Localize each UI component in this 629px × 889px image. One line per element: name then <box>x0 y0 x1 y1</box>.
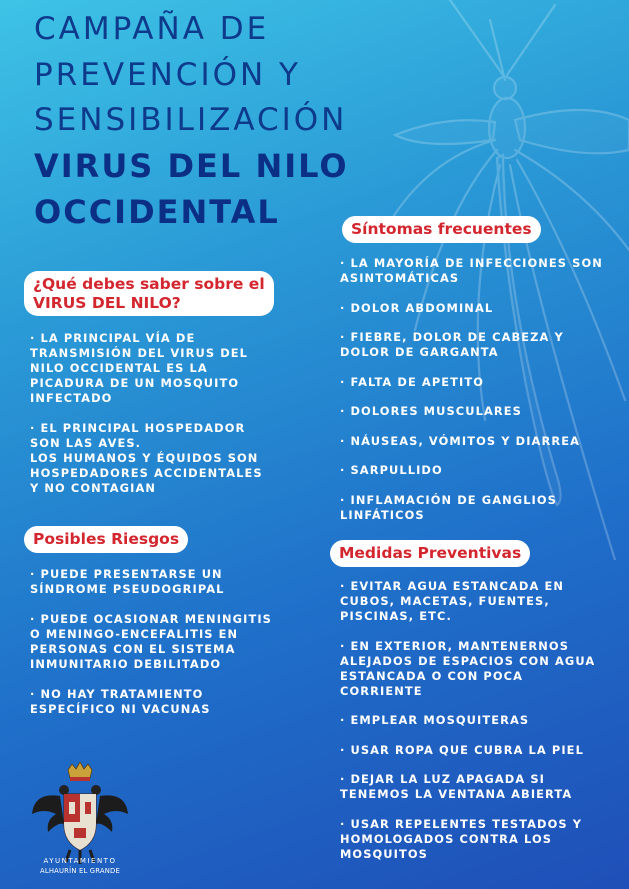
sintomas-item-1: · LA MAYORÍA DE INFECCIONES SON ASINTOMÁTICAS <box>340 256 603 285</box>
organization-label: AYUNTAMIENTO <box>43 857 117 865</box>
sintomas-heading: Síntomas frecuentes <box>342 216 541 243</box>
medidas-item-1: · EVITAR AGUA ESTANCADA EN CUBOS, MACETAS, FUENTES, PISCINAS, ETC. <box>340 579 564 623</box>
title-line-occidental: OCCIDENTAL <box>34 193 280 231</box>
sintomas-item-2: · DOLOR ABDOMINAL <box>340 300 494 315</box>
organization-name: ALHAURÍN EL GRANDE <box>40 867 120 875</box>
title-line-sensibilizacion: SENSIBILIZACIÓN <box>34 102 348 138</box>
sintomas-item-3: · FIEBRE, DOLOR DE CABEZA Y DOLOR DE GARGANTA <box>340 330 564 359</box>
title-line-prevencion: PREVENCIÓN Y <box>34 57 301 93</box>
saber-item-3: LOS HUMANOS Y ÉQUIDOS SON HOSPEDADORES ACCIDENTALES Y NO CONTAGIAN <box>30 451 263 495</box>
medidas-item-3: · EMPLEAR MOSQUITERAS <box>340 713 530 727</box>
saber-heading-line2: VIRUS DEL NILO? <box>33 293 181 312</box>
saber-list <box>30 331 275 511</box>
sintomas-item-7: · SARPULLIDO <box>340 463 443 477</box>
title-line-campana: CAMPAÑA DE <box>34 11 270 47</box>
riesgos-item-1: · PUEDE PRESENTARSE UN SÍNDROME PSEUDOGRIPAL <box>30 567 225 596</box>
medidas-list <box>340 579 600 876</box>
saber-item-1: · LA PRINCIPAL VÍA DE TRANSMISIÓN DEL VIRUS DEL NILO OCCIDENTAL ES LA PICADURA DE UN MOSQUITO INFECTADO <box>30 331 248 405</box>
sintomas-list <box>340 256 615 537</box>
medidas-item-4: · USAR ROPA QUE CUBRA LA PIEL <box>340 742 584 757</box>
riesgos-list <box>30 567 285 732</box>
saber-heading <box>24 271 274 316</box>
coat-of-arms-logo <box>30 762 130 872</box>
medidas-item-6: · USAR REPELENTES TESTADOS Y HOMOLOGADOS CONTRA LOS MOSQUITOS <box>340 816 583 861</box>
riesgos-heading: Posibles Riesgos <box>24 526 188 553</box>
medidas-heading: Medidas Preventivas <box>330 540 530 567</box>
sintomas-item-8: · INFLAMACIÓN DE GANGLIOS LINFÁTICOS <box>340 492 557 522</box>
medidas-item-2: · EN EXTERIOR, MANTENERNOS ALEJADOS DE ESPACIOS CON AGUA ESTANCADA O CON POCA CORRIENTE <box>340 638 596 698</box>
sintomas-item-6: · NÁUSEAS, VÓMITOS Y DIARREA <box>340 433 580 448</box>
title-line-virus: VIRUS DEL NILO <box>34 147 349 185</box>
saber-heading-line1: ¿Qué debes saber sobre el <box>33 275 265 293</box>
saber-item-2: · EL PRINCIPAL HOSPEDADOR SON LAS AVES. <box>30 421 246 450</box>
riesgos-item-3: · NO HAY TRATAMIENTO ESPECÍFICO NI VACUNAS <box>30 687 211 716</box>
sintomas-item-4: · FALTA DE APETITO <box>340 374 485 389</box>
medidas-item-5: · DEJAR LA LUZ APAGADA SI TENEMOS LA VENTANA ABIERTA <box>340 772 573 801</box>
riesgos-item-2: · PUEDE OCASIONAR MENINGITIS O MENINGO-ENCEFALITIS EN PERSONAS CON EL SISTEMA INMUNITARIO DEBILITADO <box>30 612 272 671</box>
sintomas-item-5: · DOLORES MUSCULARES <box>340 404 522 418</box>
